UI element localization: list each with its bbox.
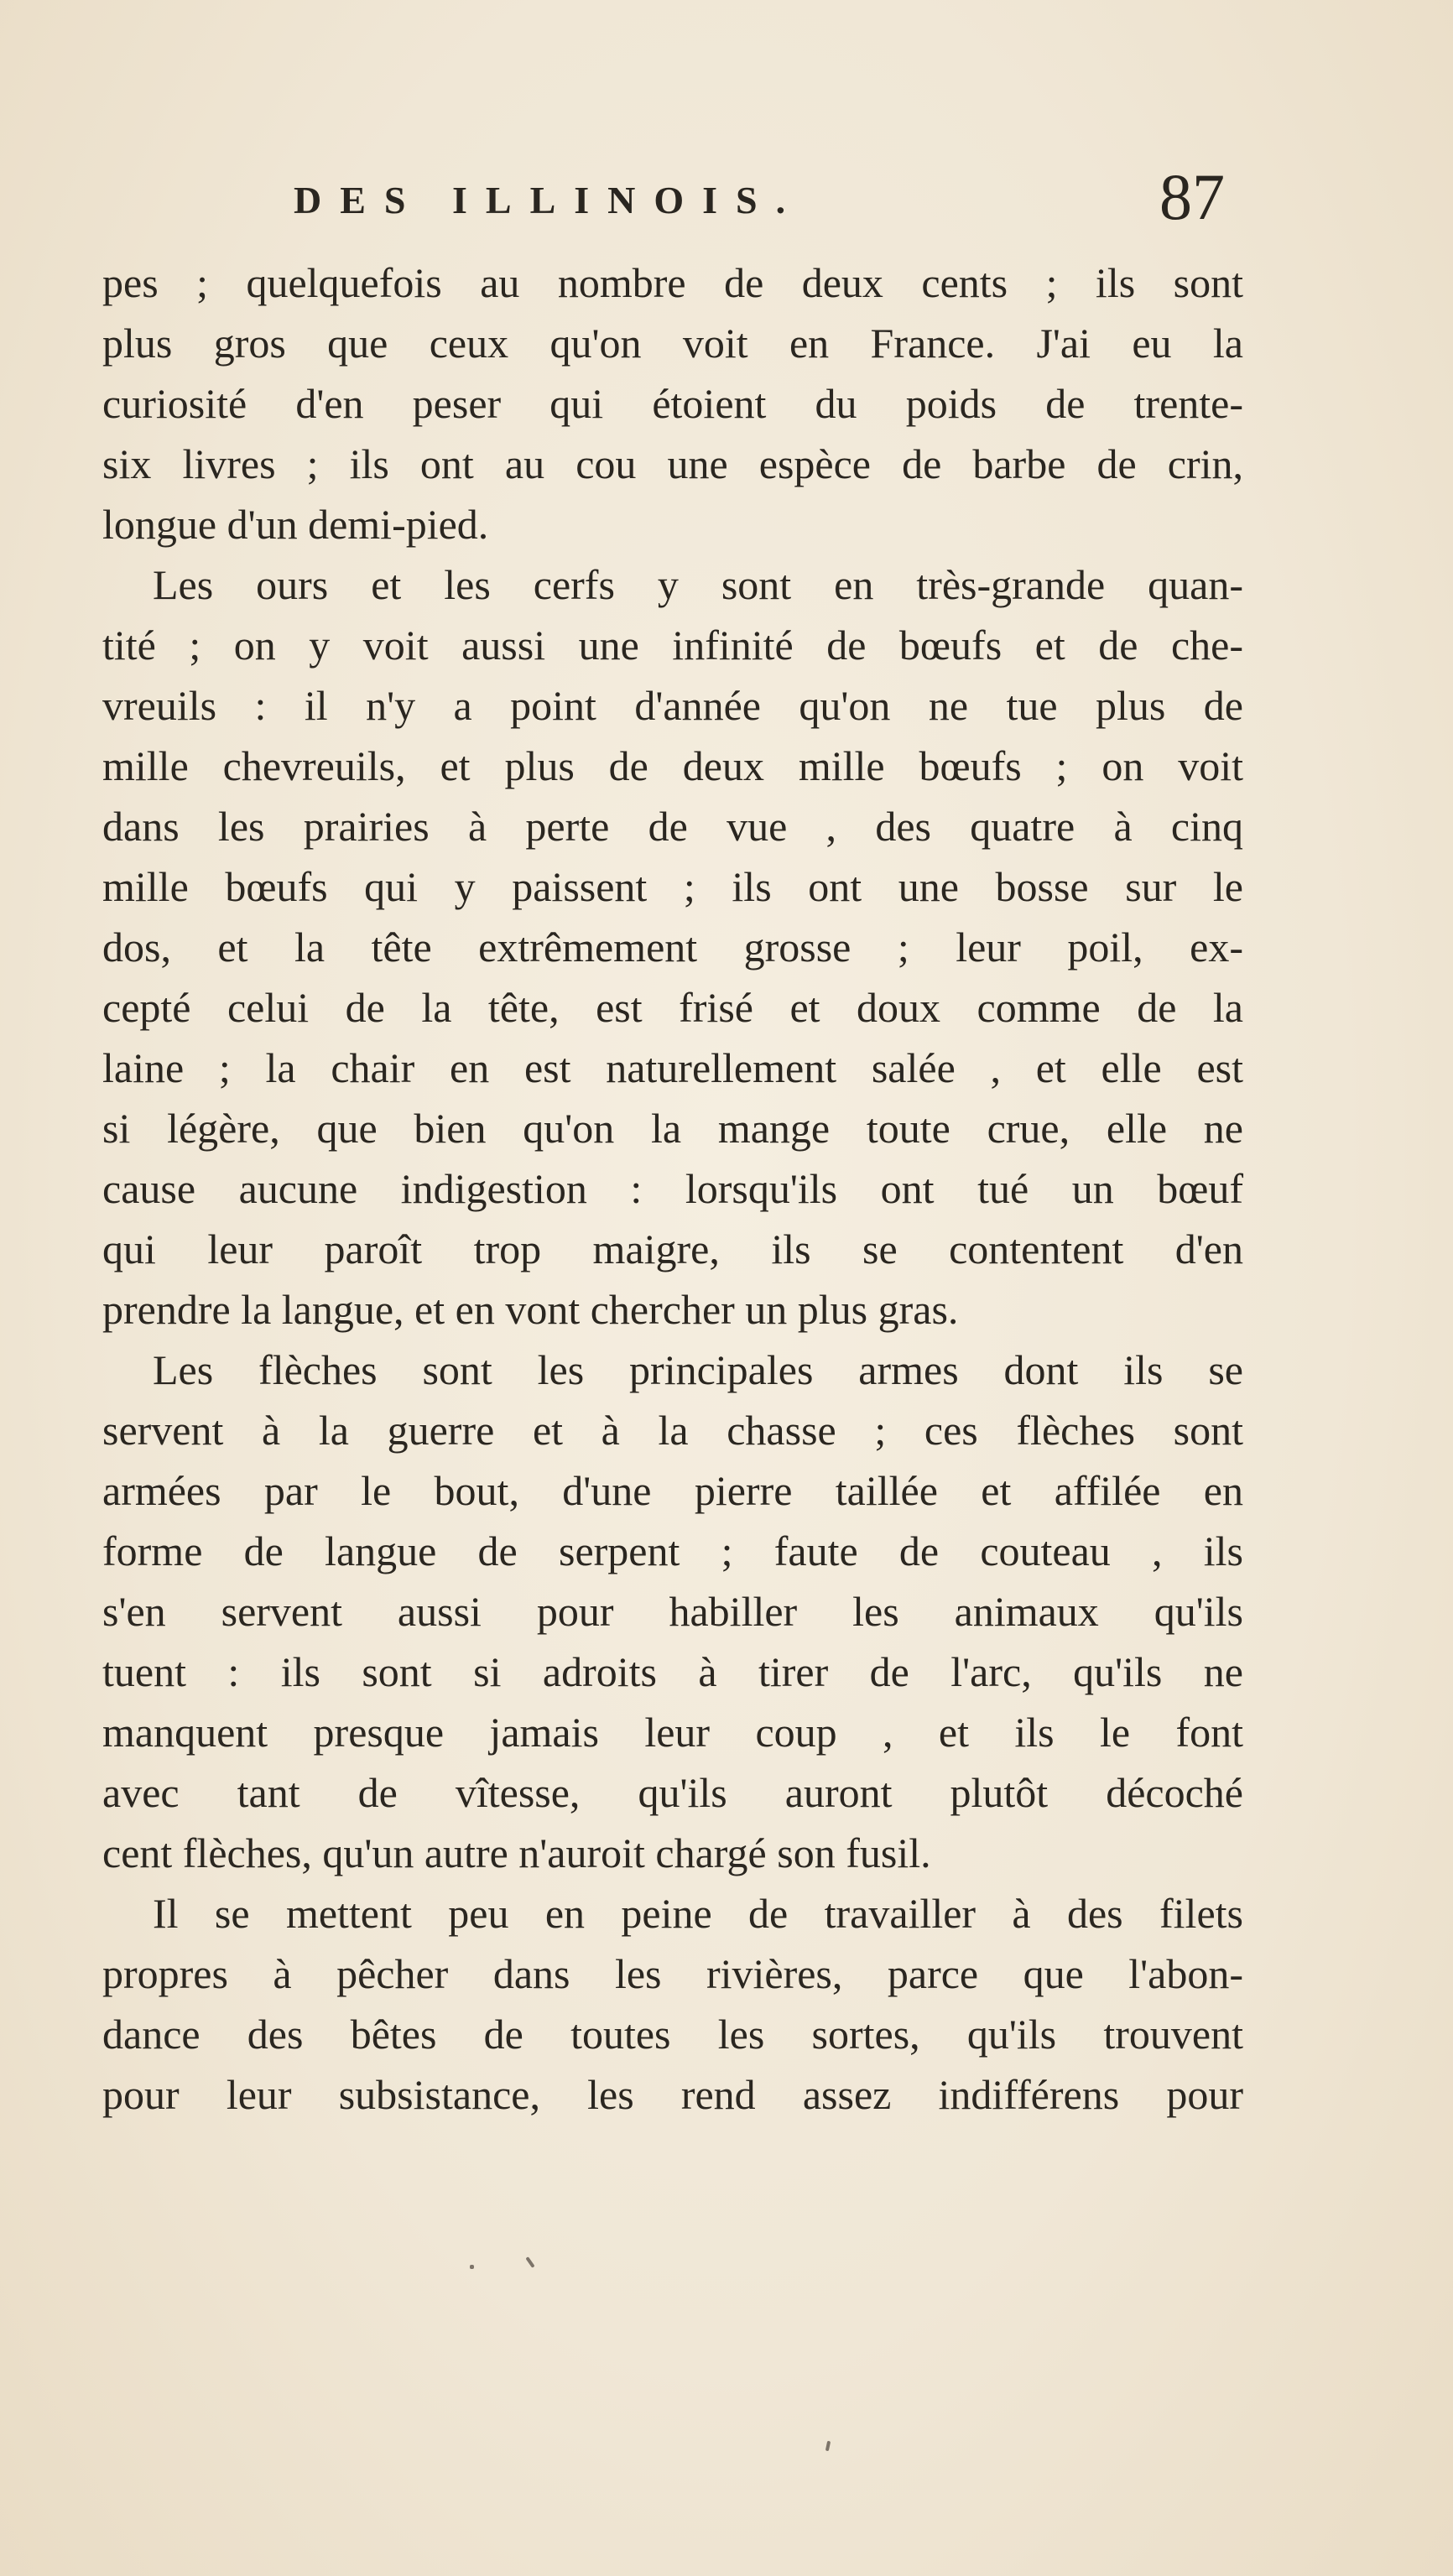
ink-speck — [825, 2441, 831, 2452]
text-line: s'en servent aussi pour habiller les animaux qu'ils — [102, 1588, 1243, 1635]
text-line: six livres ; ils ont au cou une espèce de barbe de crin, — [102, 440, 1243, 487]
text-line: dos, et la tête extrêmement grosse ; leur poil, ex- — [102, 924, 1243, 971]
text-line: curiosité d'en peser qui étoient du poids de trente- — [102, 380, 1243, 427]
text-line: avec tant de vîtesse, qu'ils auront plutôt décoché — [102, 1769, 1243, 1816]
text-line: tuent : ils sont si adroits à tirer de l'arc, qu'ils ne — [102, 1648, 1243, 1695]
text-line: mille bœufs qui y paissent ; ils ont une bosse sur le — [102, 863, 1243, 910]
paragraph-first-line: Les ours et les cerfs y sont en très-grande quan- — [153, 561, 1243, 608]
text-line: longue d'un demi-pied. — [102, 501, 489, 548]
text-line: forme de langue de serpent ; faute de couteau , ils — [102, 1527, 1243, 1574]
text-line: servent à la guerre et à la chasse ; ces flèches sont — [102, 1407, 1243, 1454]
running-title: DES ILLINOIS. — [294, 179, 805, 221]
text-line: mille chevreuils, et plus de deux mille bœufs ; on voit — [102, 742, 1243, 789]
text-line: prendre la langue, et en vont chercher un plus gras. — [102, 1286, 959, 1333]
page-header — [101, 159, 1225, 233]
text-line: propres à pêcher dans les rivières, parce que l'abon- — [102, 1950, 1243, 1997]
text-line: cepté celui de la tête, est frisé et doux comme de la — [102, 984, 1243, 1031]
text-line: si légère, que bien qu'on la mange toute crue, elle ne — [102, 1105, 1243, 1152]
text-line: manquent presque jamais leur coup , et ils le font — [102, 1709, 1243, 1756]
body-text — [102, 253, 1243, 2283]
paragraph-first-line: Les flèches sont les principales armes dont ils se — [153, 1346, 1243, 1393]
text-line: plus gros que ceux qu'on voit en France. J'ai eu la — [102, 320, 1243, 367]
text-line: armées par le bout, d'une pierre taillée et affilée en — [102, 1467, 1243, 1514]
text-line: laine ; la chair en est naturellement salée , et elle est — [102, 1044, 1243, 1091]
text-line: cause aucune indigestion : lorsqu'ils ont tué un bœuf — [102, 1165, 1243, 1212]
text-line: cent flèches, qu'un autre n'auroit chargé son fusil. — [102, 1829, 931, 1876]
paragraph-first-line: Il se mettent peu en peine de travailler à des filets — [153, 1890, 1243, 1937]
text-line: qui leur paroît trop maigre, ils se contentent d'en — [102, 1226, 1243, 1272]
ink-speck — [470, 2265, 474, 2269]
text-line: pes ; quelquefois au nombre de deux cents ; ils sont — [102, 259, 1243, 306]
page-number: 87 — [1159, 160, 1225, 233]
text-line: tité ; on y voit aussi une infinité de bœufs et de che- — [102, 622, 1243, 669]
text-line: vreuils : il n'y a point d'année qu'on ne tue plus de — [102, 682, 1243, 729]
text-line: dans les prairies à perte de vue , des quatre à cinq — [102, 803, 1243, 850]
text-line: dance des bêtes de toutes les sortes, qu'ils trouvent — [102, 2011, 1243, 2058]
text-line: pour leur subsistance, les rend assez indifférens pour — [102, 2071, 1243, 2118]
